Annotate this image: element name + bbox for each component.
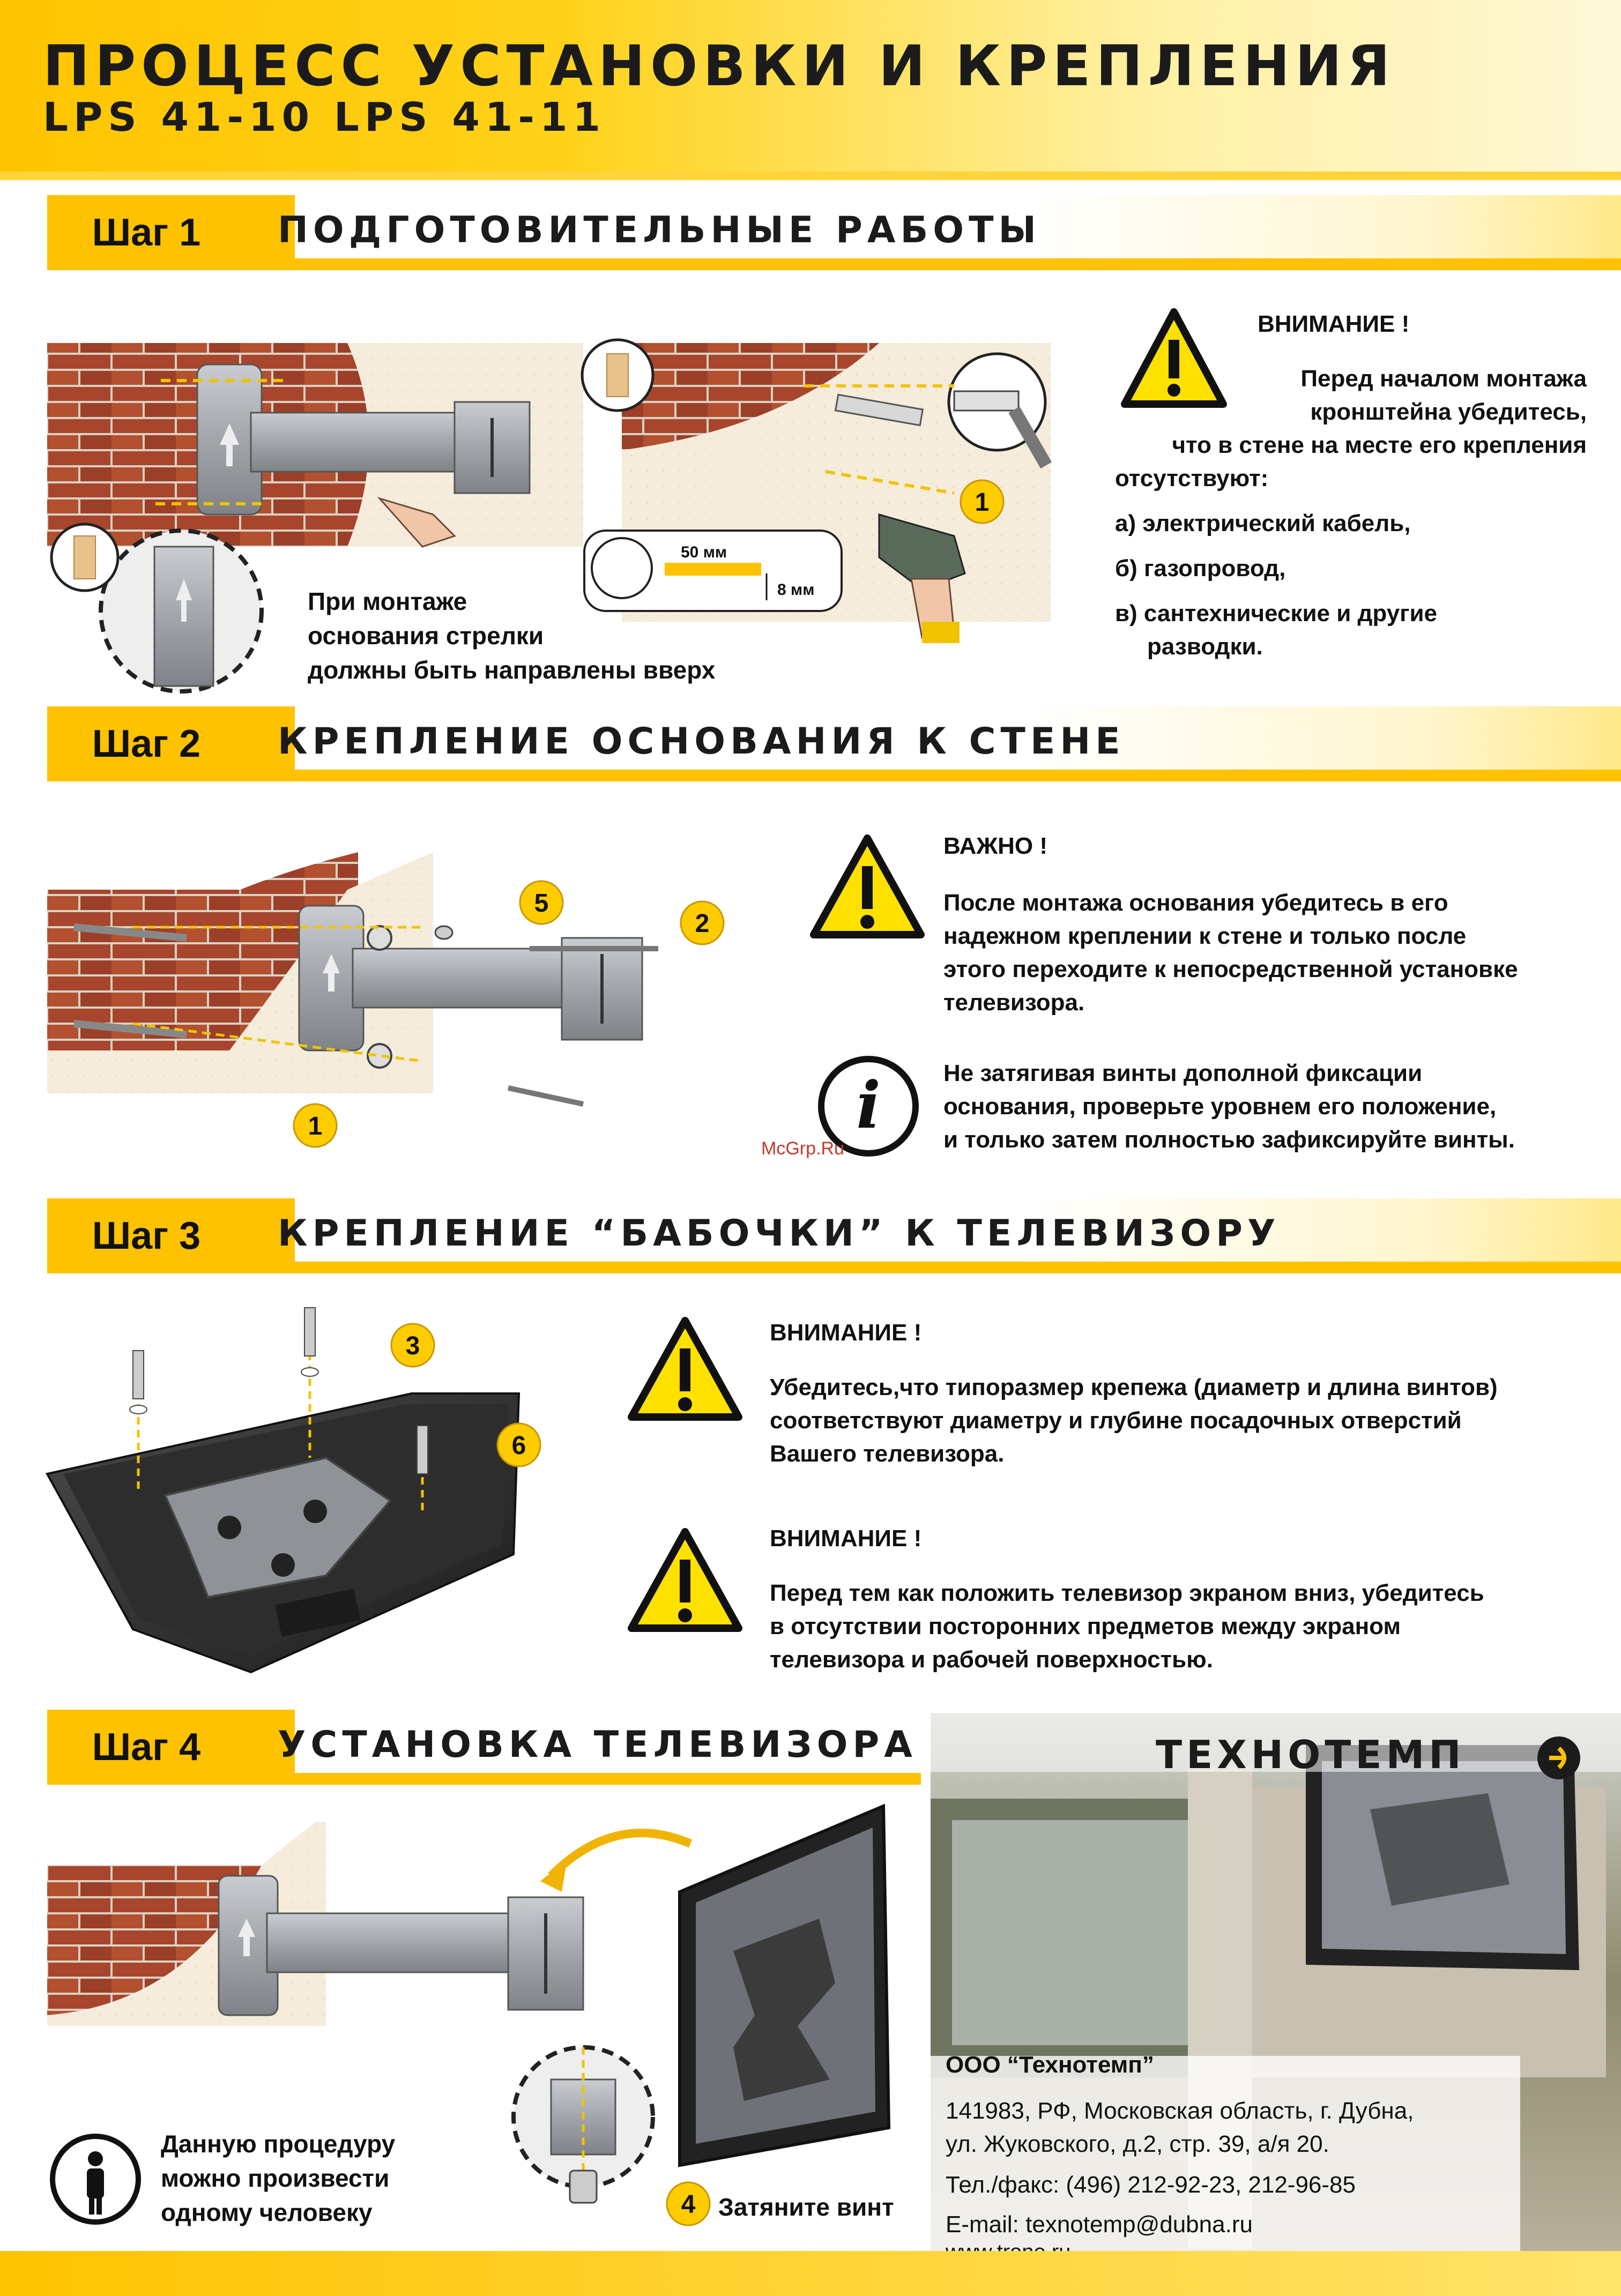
svg-text:5: 5 [534, 889, 549, 918]
step3-warning2-text: Перед тем как положить телевизор экраном вниз, убедитесь в отсутствии посторонних предметов между экраном телевизора и рабочей поверхностью. [770, 1580, 1484, 1673]
step-1-bar [47, 195, 1621, 270]
step-2-label: Шаг 2 [47, 706, 246, 781]
company-name: ООО “Технотемп” [946, 2052, 1154, 2078]
svg-text:50 мм: 50 мм [681, 543, 727, 561]
svg-text:2: 2 [695, 910, 710, 938]
step2-badge-1 [294, 1104, 337, 1147]
company-email[interactable]: E-mail: texnotemp@dubna.ru [946, 2211, 1253, 2238]
step3-badge-3 [391, 1324, 434, 1367]
step2-badge-2 [681, 901, 724, 944]
step-1-title: ПОДГОТОВИТЕЛЬНЫЕ РАБОТЫ [278, 209, 1041, 251]
step1-warning-text: Перед началом монтажа кронштейна убедитесь, что в стене на месте его крепления отсутствуют: а) электрический кабель, б) газопровод, в) сантехнические и другие разводки. [1115, 366, 1587, 660]
step1-arrow-note: При монтаже основания стрелки должны быть направлены вверх [308, 587, 716, 684]
company-panel [931, 1713, 1621, 2251]
svg-text:1: 1 [308, 1112, 323, 1140]
svg-text:i: i [856, 1068, 881, 1143]
step3-warning1-text: Убедитесь,что типоразмер крепежа (диаметр и длина винтов) соответствуют диаметру и глубине посадочных отверстий Вашего телевизора. [770, 1374, 1498, 1467]
step4-badge-4 [667, 2182, 710, 2225]
footer-bar [0, 2251, 1621, 2296]
step3-warning2-title: ВНИМАНИЕ ! [770, 1525, 922, 1552]
step1-drilling-illustration [579, 322, 1061, 654]
step4-person-note: Данную процедуру можно произвести одному человеку [161, 2130, 396, 2226]
page-title: ПРОЦЕСС УСТАНОВКИ И КРЕПЛЕНИЯ [43, 33, 1396, 99]
step2-badge-5 [520, 881, 563, 924]
step3-tv-back-illustration [47, 1297, 615, 1683]
step-3-label: Шаг 3 [47, 1198, 246, 1273]
step-4-label: Шаг 4 [47, 1710, 246, 1785]
company-logo-icon [1533, 1732, 1585, 1784]
svg-text:8 мм: 8 мм [777, 581, 815, 599]
step3-warning-icon-1 [626, 1316, 744, 1423]
svg-text:6: 6 [511, 1432, 526, 1460]
step2-info-text: Не затягивая винты дополной фиксации основания, проверьте уровнем его положение, и только затем полностью зафиксируйте винты. [943, 1060, 1515, 1153]
company-phone: Тел./факс: (496) 212-92-23, 212-96-85 [946, 2172, 1356, 2198]
watermark: McGrp.Ru [761, 1138, 844, 1159]
header-divider [0, 172, 1621, 180]
step-2-title: КРЕПЛЕНИЕ ОСНОВАНИЯ К СТЕНЕ [278, 720, 1125, 763]
header-banner [0, 0, 1621, 172]
step-3-bar [47, 1198, 1621, 1273]
step1-warning-title: ВНИМАНИЕ ! [1258, 311, 1410, 337]
step3-warning1-title: ВНИМАНИЕ ! [770, 1320, 922, 1346]
step2-wall-mount-illustration [47, 847, 765, 1179]
company-address: 141983, РФ, Московская область, г. Дубна, ул. Жуковского, д.2, стр. 39, а/я 20. [946, 2098, 1414, 2157]
person-icon [47, 2131, 144, 2227]
step1-badge-1 [961, 480, 1003, 523]
step3-warning-icon-2 [626, 1527, 744, 1635]
company-logo: ТЕХНОТЕМП [1156, 1732, 1466, 1777]
model-numbers: LPS 41-10 LPS 41-11 [43, 94, 606, 140]
step-4-bar [47, 1710, 921, 1785]
svg-text:4: 4 [681, 2190, 696, 2219]
step-2-bar [47, 706, 1621, 781]
step4-tighten-note: Затяните винт [718, 2193, 894, 2221]
room-photo [931, 1713, 1621, 2251]
step2-important-title: ВАЖНО ! [943, 833, 1048, 859]
step-3-title: КРЕПЛЕНИЕ “БАБОЧКИ” К ТЕЛЕВИЗОРУ [278, 1212, 1281, 1255]
step3-badge-6 [497, 1423, 540, 1466]
step-4-title: УСТАНОВКА ТЕЛЕВИЗОРА [278, 1724, 917, 1766]
svg-text:3: 3 [405, 1332, 420, 1360]
step2-important-text: После монтажа основания убедитесь в его надежном креплении к стене и только после этого переходите к непосредственной установке телевизора. [943, 890, 1518, 1016]
step2-warning-icon [808, 834, 926, 941]
svg-text:1: 1 [975, 488, 990, 517]
step-1-label: Шаг 1 [47, 195, 246, 270]
